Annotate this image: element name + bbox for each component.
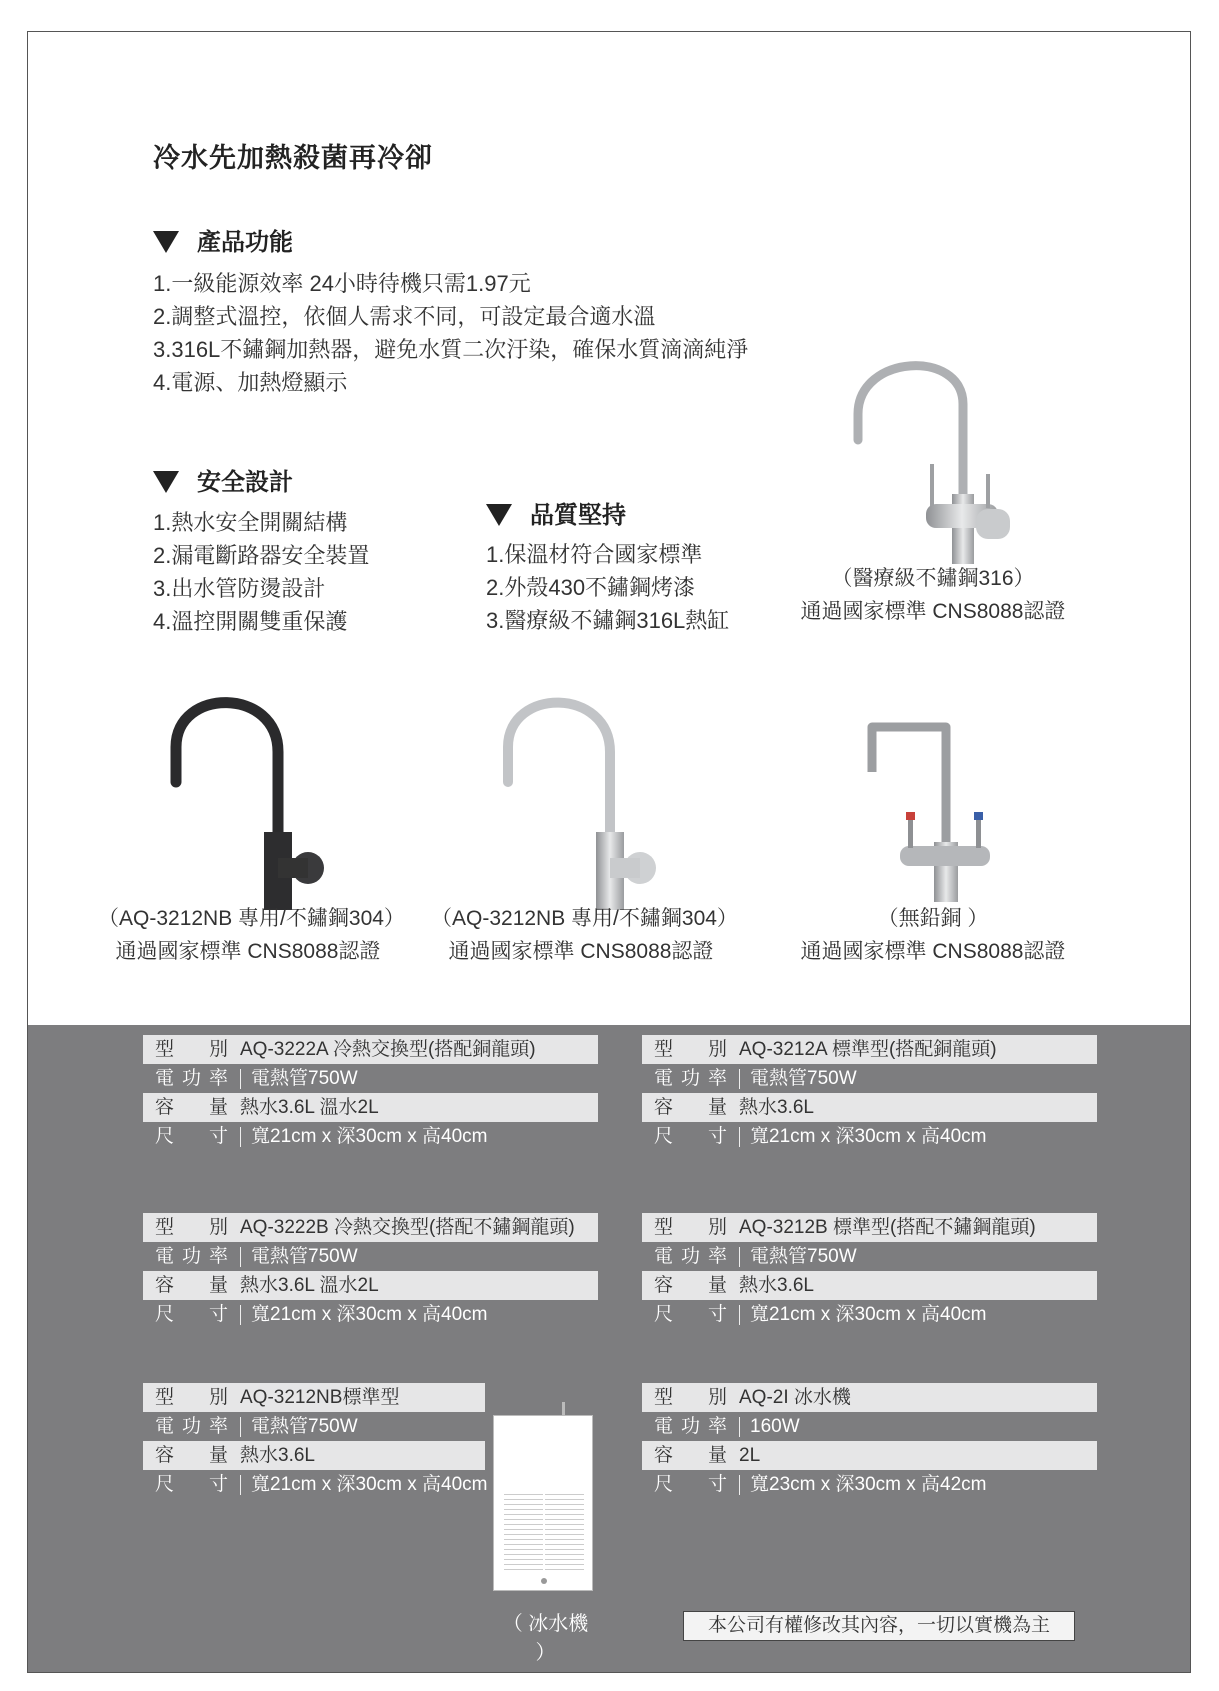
list-item: 2.外殼430不鏽鋼烤漆 [486, 575, 696, 600]
spec-row-capacity: 容 量 2L [642, 1441, 1097, 1470]
spec-row-power: 電功率 電熱管750W [654, 1068, 857, 1089]
quality-list [486, 538, 729, 637]
spec-table [642, 1383, 1097, 1499]
spec-row-capacity: 容 量 熱水3.6L 溫水2L [143, 1271, 598, 1300]
spec-table [143, 1383, 488, 1499]
spec-row-capacity: 容 量 熱水3.6L 溫水2L [143, 1093, 598, 1122]
faucet-caption-black: （AQ-3212NB 專用/不鏽鋼304） 通過國家標準 CNS8088認證 [98, 907, 405, 963]
spec-row-power: 電功率 電熱管750W [155, 1246, 358, 1267]
list-item: 1.熱水安全開關結構 [153, 510, 348, 535]
silver-faucet-image [488, 692, 668, 912]
spec-row-model: 型 別 AQ-3222B 冷熱交換型(搭配不鏽鋼龍頭) [143, 1213, 598, 1242]
triangle-bullet-icon [153, 231, 179, 253]
spec-row-size: 尺 寸 寬21cm x 深30cm x 高40cm [654, 1304, 987, 1325]
stainless-dual-faucet-image [848, 344, 1048, 584]
ice-water-machine-image [493, 1415, 593, 1591]
list-item: 3.出水管防燙設計 [153, 576, 326, 601]
spec-table [642, 1035, 1097, 1151]
disclaimer-notice: 本公司有權修改其內容，一切以實機為主 [683, 1611, 1075, 1641]
faucet-caption-silver: （AQ-3212NB 專用/不鏽鋼304） 通過國家標準 CNS8088認證 [431, 907, 738, 963]
triangle-bullet-icon [486, 504, 512, 526]
spec-row-model: 型 別 AQ-3212B 標準型(搭配不鏽鋼龍頭) [642, 1213, 1097, 1242]
ice-water-machine-caption: （ 冰水機 ） [502, 1613, 589, 1664]
spec-row-power: 電功率 電熱管750W [155, 1068, 358, 1089]
list-item: 2.調整式溫控，依個人需求不同，可設定最合適水溫 [153, 304, 656, 329]
spec-row-model: 型 別 AQ-3212NB標準型 [143, 1383, 485, 1412]
spec-row-size: 尺 寸 寬23cm x 深30cm x 高42cm [654, 1474, 987, 1495]
page-title: 冷水先加熱殺菌再冷卻 [153, 143, 433, 174]
list-item: 4.電源、加熱燈顯示 [153, 370, 348, 395]
spec-row-size: 尺 寸 寬21cm x 深30cm x 高40cm [155, 1304, 488, 1325]
spec-row-model: 型 別 AQ-3212A 標準型(搭配銅龍頭) [642, 1035, 1097, 1064]
list-item: 3.醫療級不鏽鋼316L熱缸 [486, 608, 730, 633]
triangle-bullet-icon [153, 471, 179, 493]
spec-row-capacity: 容 量 熱水3.6L [642, 1093, 1097, 1122]
features-list [153, 267, 748, 399]
spec-table [143, 1213, 598, 1329]
features-heading: 產品功能 [153, 222, 293, 257]
spec-row-model: 型 別 AQ-2I 冰水機 [642, 1383, 1097, 1412]
faucet-caption-stainless-316: （醫療級不鏽鋼316） 通過國家標準 CNS8088認證 [800, 567, 1066, 623]
spec-row-power: 電功率 電熱管750W [654, 1246, 857, 1267]
black-faucet-image [158, 692, 338, 912]
spec-row-model: 型 別 AQ-3222A 冷熱交換型(搭配銅龍頭) [143, 1035, 598, 1064]
list-item: 4.溫控開關雙重保護 [153, 609, 348, 634]
spec-table [143, 1035, 598, 1151]
list-item: 1.一級能源效率 24小時待機只需1.97元 [153, 271, 531, 296]
list-item: 3.316L不鏽鋼加熱器，避免水質二次汙染，確保水質滴滴純淨 [153, 337, 749, 362]
chrome-square-faucet-image [858, 712, 1008, 912]
brochure-page [27, 31, 1191, 1673]
safety-heading: 安全設計 [153, 462, 293, 497]
list-item: 2.漏電斷路器安全裝置 [153, 543, 370, 568]
spec-row-capacity: 容 量 熱水3.6L [642, 1271, 1097, 1300]
spec-row-size: 尺 寸 寬21cm x 深30cm x 高40cm [654, 1126, 987, 1147]
quality-heading: 品質堅持 [486, 495, 626, 530]
spec-row-power: 電功率 160W [654, 1416, 800, 1437]
safety-list [153, 506, 369, 638]
spec-panel [28, 1025, 1191, 1673]
spec-row-power: 電功率 電熱管750W [155, 1416, 358, 1437]
spec-row-size: 尺 寸 寬21cm x 深30cm x 高40cm [155, 1474, 488, 1495]
faucet-caption-lead-free-copper: （無鉛銅 ） 通過國家標準 CNS8088認證 [800, 907, 1066, 963]
list-item: 1.保溫材符合國家標準 [486, 542, 703, 567]
spec-table [642, 1213, 1097, 1329]
spec-row-size: 尺 寸 寬21cm x 深30cm x 高40cm [155, 1126, 488, 1147]
spec-row-capacity: 容 量 熱水3.6L [143, 1441, 485, 1470]
